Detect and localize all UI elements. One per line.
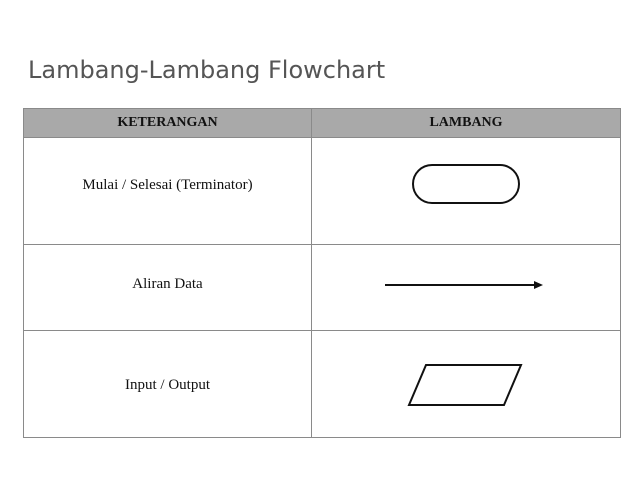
arrow-right-icon [381, 278, 551, 292]
symbol-cell [312, 245, 621, 330]
parallelogram-symbol-icon [404, 362, 528, 410]
table-row [24, 245, 621, 330]
terminator-symbol-icon [406, 158, 526, 208]
row-description-terminator: Mulai / Selesai (Terminator) [82, 176, 253, 193]
row-description-io: Input / Output [125, 377, 210, 394]
row-description-flow: Aliran Data [132, 275, 203, 292]
slide-title: Lambang-Lambang Flowchart [28, 56, 386, 84]
description-cell [24, 245, 312, 330]
table-header-row [24, 109, 621, 138]
table-row [24, 330, 621, 437]
table-row [24, 138, 621, 245]
symbol-cell [312, 330, 621, 437]
header-keterangan: KETERANGAN [24, 109, 312, 138]
flowchart-symbol-table [23, 108, 621, 438]
description-cell [24, 330, 312, 437]
description-cell [24, 138, 312, 245]
symbol-cell [312, 138, 621, 245]
header-lambang: LAMBANG [312, 109, 621, 138]
